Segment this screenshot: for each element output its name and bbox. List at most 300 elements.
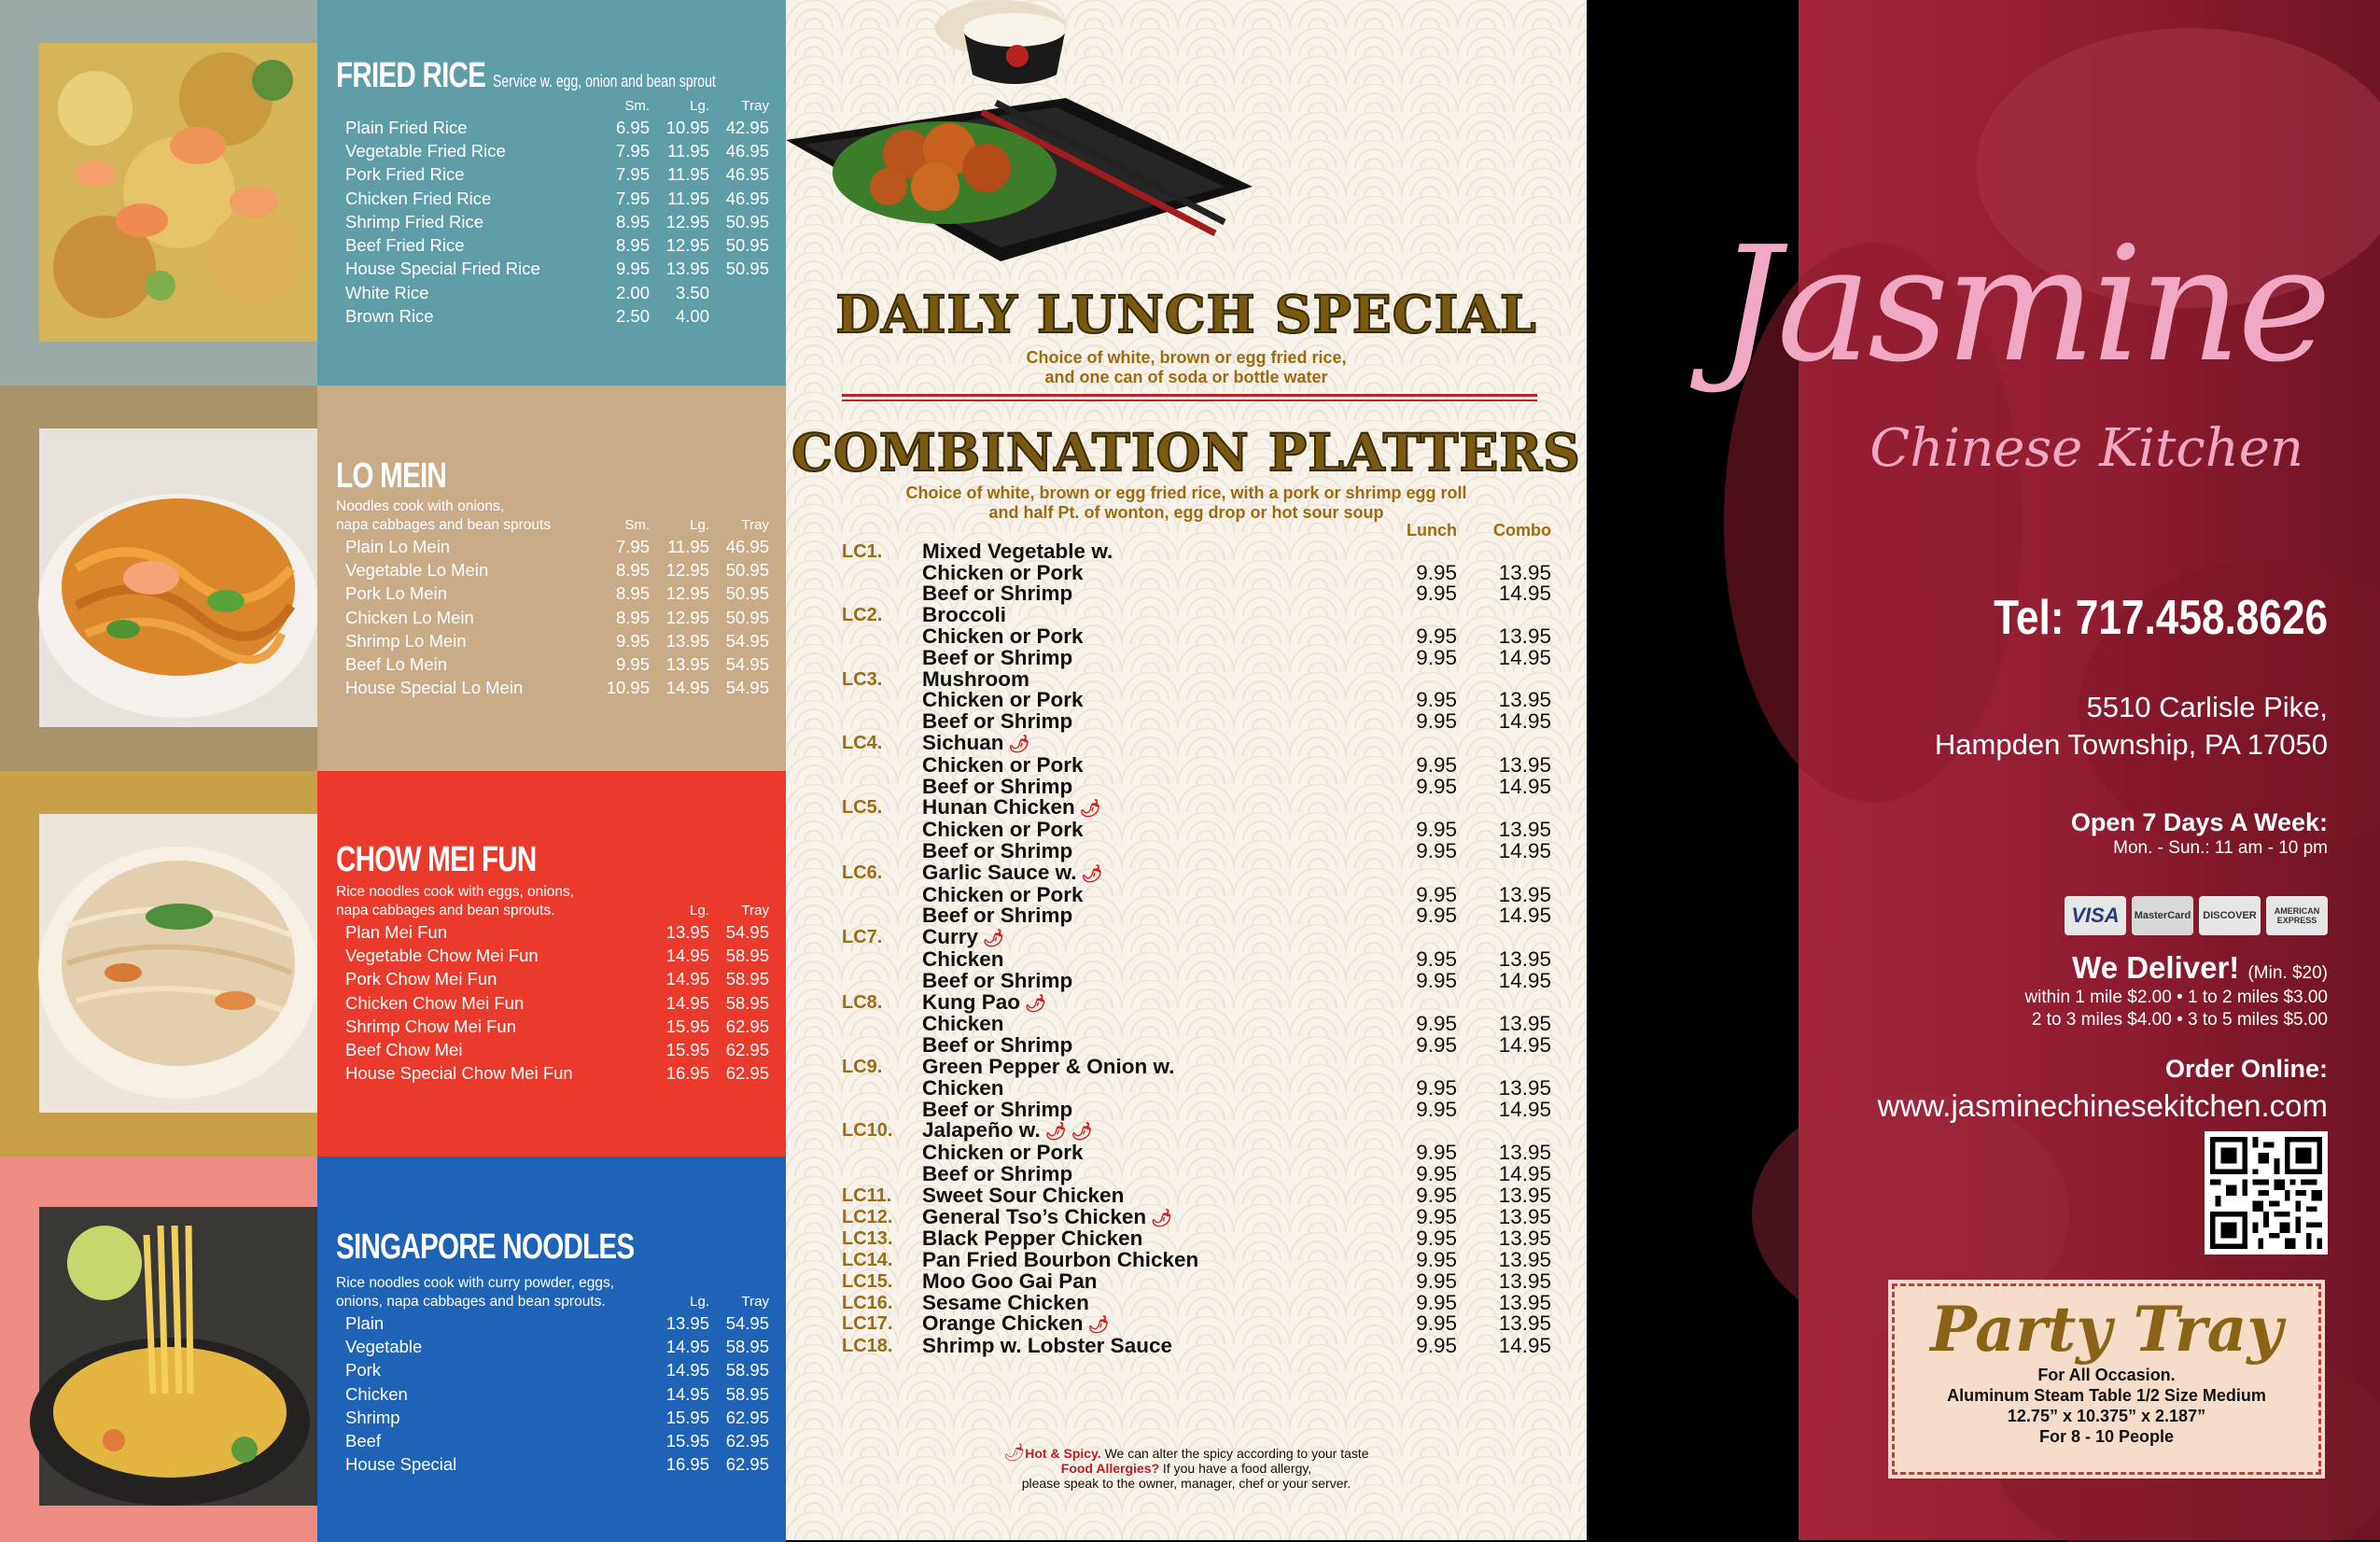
menu-item <box>345 281 769 304</box>
spacer <box>842 583 922 605</box>
menu-item-price: 50.95 <box>725 607 769 627</box>
combo-code: LC11. <box>842 1185 892 1206</box>
hot-spicy-label: Hot & Spicy. <box>1025 1446 1101 1461</box>
menu-item-price: 14.95 <box>665 969 709 989</box>
menu-item-price: 62.95 <box>725 1431 769 1451</box>
price-column-header: Tray <box>741 516 769 533</box>
combo-name <box>922 1054 1386 1078</box>
menu-item-price: 14.95 <box>665 1336 709 1356</box>
menu-item-price: 58.95 <box>725 1383 769 1404</box>
party-tray-box <box>1892 1283 2321 1475</box>
spacer <box>842 1100 922 1121</box>
section-title <box>336 56 716 96</box>
combo-price: 13.95 <box>1498 1075 1551 1100</box>
combo-code: LC13. <box>842 1228 893 1250</box>
menu-item <box>345 968 769 991</box>
combination-platters-page <box>786 0 1587 1540</box>
price-header-row <box>345 902 769 920</box>
party-tray-title: Party Tray <box>1930 1293 2283 1366</box>
combo-price: 14.95 <box>1498 838 1551 862</box>
menu-item-price: 11.95 <box>667 140 709 161</box>
spacer <box>842 711 922 733</box>
menu-item-name: Vegetable Lo Mein <box>345 559 489 580</box>
combo-option <box>842 583 1551 605</box>
combo-item <box>842 862 1551 885</box>
combo-price: 13.95 <box>1498 1290 1551 1314</box>
menu-item-name: White Rice <box>345 282 429 302</box>
combo-name-text: Orange Chicken <box>922 1311 1084 1336</box>
section-fried-rice <box>0 0 786 386</box>
lunch-price: 9.95 <box>1416 1161 1457 1185</box>
menu-item-price: 9.95 <box>615 259 650 279</box>
spacer <box>842 690 922 711</box>
combo-item <box>842 1293 1551 1314</box>
menu-item <box>345 944 769 967</box>
chow-mei-fun-panel <box>317 771 786 1156</box>
menu-item-price: 14.95 <box>665 678 709 698</box>
menu-item <box>345 920 769 944</box>
combo-option <box>842 1078 1551 1100</box>
menu-item <box>345 535 769 558</box>
menu-item-name: Beef Lo Mein <box>345 654 448 675</box>
menu-item <box>345 1015 769 1038</box>
menu-item-price: 46.95 <box>725 164 769 185</box>
chili-pepper-icon: 🌶 <box>978 929 1004 948</box>
menu-item-name: Vegetable Chow Mei Fun <box>345 945 539 965</box>
menu-item-price: 4.00 <box>675 306 709 327</box>
menu-item-price: 15.95 <box>665 1016 709 1036</box>
price-column-header: Tray <box>741 902 769 918</box>
section-title-text: SINGAPORE NOODLES <box>336 1227 635 1267</box>
spacer <box>842 971 922 992</box>
menu-item-price: 16.95 <box>665 1454 709 1475</box>
lunch-price: 9.95 <box>1416 1227 1457 1251</box>
spacer <box>1457 669 1551 691</box>
menu-item-name: Vegetable Fried Rice <box>345 140 506 161</box>
menu-item-name: House Special Fried Rice <box>345 259 540 279</box>
menu-item-name: Pork Fried Rice <box>345 164 465 185</box>
menu-item-price: 50.95 <box>725 559 769 580</box>
menu-item-price <box>590 1382 650 1406</box>
lunch-price: 9.95 <box>1416 752 1457 777</box>
combo-name-text: Broccoli <box>922 603 1007 627</box>
delivery-label: We Deliver! <box>2072 950 2240 985</box>
lunch-price: 9.95 <box>1416 882 1457 906</box>
spacer <box>1386 605 1457 626</box>
combo-name-text: Sesame Chicken <box>922 1290 1089 1314</box>
lunch-price: 9.95 <box>1416 774 1457 798</box>
price-table <box>345 97 769 329</box>
qr-code-icon[interactable] <box>2205 1131 2328 1255</box>
combo-item <box>842 1336 1551 1357</box>
combo-code: LC17. <box>842 1313 893 1335</box>
address: 5510 Carlisle Pike, Hampden Township, PA 17050 <box>1934 691 2328 761</box>
combo-name-text: Kung Pao <box>922 989 1020 1014</box>
menu-item <box>345 1062 769 1086</box>
menu-item-price: 12.95 <box>665 211 709 231</box>
lunch-column-header: Lunch <box>1407 521 1457 540</box>
order-online-label: Order Online: <box>2164 1055 2328 1083</box>
combo-price: 13.95 <box>1498 818 1551 842</box>
combo-name-text: Black Pepper Chicken <box>922 1227 1143 1251</box>
menu-item-price: 16.95 <box>665 1063 709 1084</box>
menu-item-price: 6.95 <box>615 117 650 137</box>
header-spacer <box>345 902 590 920</box>
combo-option-name: Chicken or Pork <box>922 1141 1084 1165</box>
menu-item-name: Chicken <box>345 1383 408 1404</box>
spacer <box>1457 927 1551 949</box>
menu-item <box>345 606 769 629</box>
price-column-header: Tray <box>741 97 769 114</box>
combo-price: 13.95 <box>1498 688 1551 712</box>
combo-name-text: Hunan Chicken <box>922 795 1075 820</box>
food-allergies-line3: please speak to the owner, manager, chef or your server. <box>1021 1476 1351 1491</box>
combo-name <box>922 1250 1386 1271</box>
menu-item-price: 58.95 <box>725 969 769 989</box>
spacer <box>842 1035 922 1057</box>
spacer <box>842 563 922 584</box>
menu-item-price: 12.95 <box>665 559 709 580</box>
spacer <box>1457 1120 1551 1142</box>
menu-item-price: 54.95 <box>725 654 769 675</box>
combo-item <box>842 1057 1551 1078</box>
lunch-special-title: DAILY LUNCH SPECIAL <box>835 284 1537 344</box>
combo-price: 13.95 <box>1498 1248 1551 1272</box>
combo-option <box>842 690 1551 711</box>
price-header-row <box>345 516 769 535</box>
combo-option <box>842 1142 1551 1164</box>
chinese-kitchen-logo: Chinese Kitchen <box>1869 418 2303 479</box>
combo-option-name: Beef or Shrimp <box>922 904 1073 928</box>
combo-option <box>842 905 1551 927</box>
menu-item-price <box>590 1311 650 1335</box>
spacer <box>1386 927 1457 949</box>
combo-code: LC2. <box>842 605 883 626</box>
chili-pepper-icon: 🌶 <box>1146 1208 1172 1227</box>
combo-name-text: Jalapeño w. <box>922 1118 1041 1142</box>
lunch-price: 9.95 <box>1416 1204 1457 1228</box>
menu-item-price: 9.95 <box>615 630 650 651</box>
combo-option-name: Beef or Shrimp <box>922 968 1073 992</box>
lunch-price: 9.95 <box>1416 904 1457 928</box>
section-lo-mein <box>0 386 786 771</box>
spacer <box>1386 1057 1457 1078</box>
spacer <box>1386 733 1457 755</box>
price-table <box>345 516 769 700</box>
menu-item-price: 2.00 <box>615 282 650 302</box>
combo-name-text: Pan Fried Bourbon Chicken <box>922 1248 1199 1272</box>
combo-name <box>922 1336 1386 1357</box>
menu-item <box>345 677 769 700</box>
chili-pepper-icon: 🌶 <box>1083 1315 1110 1335</box>
menu-item-name: Plain Lo Mein <box>345 536 451 556</box>
combo-name-text: Sichuan <box>922 730 1004 754</box>
lunch-price: 9.95 <box>1416 838 1457 862</box>
combo-item <box>842 733 1551 755</box>
menu-item <box>345 258 769 281</box>
combo-name <box>922 1313 1386 1336</box>
combo-code: LC10. <box>842 1120 893 1142</box>
menu-item-price: 46.95 <box>725 140 769 161</box>
menu-item <box>345 1335 769 1358</box>
menu-item-price: 13.95 <box>665 921 709 942</box>
combo-code: LC15. <box>842 1270 893 1292</box>
menu-item-name: Vegetable <box>345 1336 423 1356</box>
menu-item-price: 13.95 <box>665 654 709 675</box>
spacer <box>842 1164 922 1185</box>
menu-item-name: House Special <box>345 1454 457 1475</box>
section-title-text: CHOW MEI FUN <box>336 840 537 879</box>
combo-option <box>842 820 1551 841</box>
lunch-price: 9.95 <box>1416 1141 1457 1165</box>
menu-item-price: 50.95 <box>725 259 769 279</box>
combo-name <box>922 989 1386 1015</box>
website-link[interactable]: www.jasminechinesekitchen.com <box>1877 1088 2328 1123</box>
combo-option-name: Chicken or Pork <box>922 688 1084 712</box>
menu-item-price: 8.95 <box>615 235 650 256</box>
party-tray-details: For All Occasion. Aluminum Steam Table 1/2 Size Medium 12.75” x 10.375” x 2.187” For 8 - 10 People <box>1947 1366 2266 1446</box>
combo-price: 13.95 <box>1498 1012 1551 1036</box>
delivery-fees-line1: within 1 mile $2.00 • 1 to 2 miles $3.00 <box>2024 988 2328 1007</box>
menu-item-price: 62.95 <box>725 1454 769 1475</box>
menu-item-price <box>590 1335 650 1358</box>
menu-item-price: 15.95 <box>665 1431 709 1451</box>
combo-option <box>842 841 1551 862</box>
price-column-header: Tray <box>741 1293 769 1310</box>
combo-price: 14.95 <box>1498 1033 1551 1058</box>
spacer <box>1386 797 1457 820</box>
chili-pepper-icon: 🌶 <box>1066 1122 1093 1142</box>
combo-option-name: Beef or Shrimp <box>922 645 1073 669</box>
combo-option <box>842 755 1551 777</box>
combo-option <box>842 626 1551 648</box>
combo-option-name: Chicken or Pork <box>922 818 1084 842</box>
menu-item-price <box>590 1453 650 1477</box>
menu-item <box>345 629 769 652</box>
combo-option-name: Beef or Shrimp <box>922 582 1073 606</box>
combo-price: 13.95 <box>1498 560 1551 584</box>
menu-item-price: 14.95 <box>665 1383 709 1404</box>
spacer <box>842 885 922 906</box>
lunch-price: 9.95 <box>1416 1334 1457 1358</box>
noodle-rice-menu <box>0 0 786 1540</box>
section-description: Rice noodles cook with curry powder, eggs, onions, napa cabbages and bean sprouts. <box>336 1275 615 1310</box>
combo-option-name: Chicken or Pork <box>922 882 1084 906</box>
menu-item-name: Plain <box>345 1312 385 1333</box>
combo-code: LC6. <box>842 862 883 883</box>
combo-option <box>842 563 1551 584</box>
menu-item-price: 7.95 <box>615 188 650 208</box>
menu-item-price: 54.95 <box>725 630 769 651</box>
lo-mein-photo <box>39 428 317 727</box>
combo-code: LC12. <box>842 1206 893 1227</box>
menu-item-price: 8.95 <box>615 583 650 604</box>
menu-item-price: 10.95 <box>665 117 709 137</box>
menu-item-name: Chicken Lo Mein <box>345 607 474 627</box>
combo-option <box>842 777 1551 798</box>
spacer <box>842 777 922 798</box>
payment-cards <box>2065 896 2328 935</box>
combo-price: 14.95 <box>1498 1097 1551 1121</box>
food-allergies-text: If you have a food allergy, <box>1159 1461 1312 1476</box>
menu-item-price: 58.95 <box>725 992 769 1013</box>
menu-item <box>345 1406 769 1429</box>
section-singapore-noodles <box>0 1156 786 1542</box>
section-title <box>336 456 446 497</box>
menu-item-name: House Special Lo Mein <box>345 678 524 698</box>
phone-number[interactable]: Tel: 717.458.8626 <box>1994 591 2328 645</box>
combo-name <box>922 1271 1386 1293</box>
menu-item-price: 2.50 <box>615 306 650 327</box>
spacer <box>1386 992 1457 1015</box>
spacer <box>842 1142 922 1164</box>
price-column-header <box>590 902 650 920</box>
menu-item-price: 13.95 <box>665 630 709 651</box>
lunch-price: 9.95 <box>1416 1075 1457 1100</box>
menu-item-price: 15.95 <box>665 1407 709 1427</box>
menu-item-price <box>590 1406 650 1429</box>
combo-option-name: Chicken <box>922 1012 1004 1036</box>
combo-price: 13.95 <box>1498 1141 1551 1165</box>
menu-item-price <box>590 1038 650 1061</box>
spacer <box>1386 669 1457 691</box>
amex-icon: AMERICAN EXPRESS <box>2266 896 2328 935</box>
menu-item-name: Plain Fried Rice <box>345 117 468 137</box>
delivery-minimum: (Min. $20) <box>2247 963 2328 983</box>
combo-price: 14.95 <box>1498 904 1551 928</box>
lunch-price: 9.95 <box>1416 1033 1457 1058</box>
combo-price: 14.95 <box>1498 1334 1551 1358</box>
combo-name-text: Moo Goo Gai Pan <box>922 1269 1098 1293</box>
menu-item-price: 50.95 <box>725 583 769 604</box>
combo-name <box>922 1120 1386 1142</box>
combo-price: 13.95 <box>1498 946 1551 971</box>
header-spacer <box>345 1293 590 1311</box>
menu-item <box>345 1359 769 1382</box>
menu-item-price: 9.95 <box>615 654 650 675</box>
chili-pepper-icon: 🌶 <box>1040 1122 1067 1142</box>
menu-item-price: 8.95 <box>615 559 650 580</box>
combo-code: LC5. <box>842 797 883 819</box>
price-column-header: Lg. <box>690 1293 709 1310</box>
lunch-price: 9.95 <box>1416 582 1457 606</box>
menu-item-price: 11.95 <box>667 536 709 556</box>
delivery-title <box>2072 950 2328 986</box>
jasmine-logo: Jasmine <box>1716 213 2328 398</box>
fried-rice-panel <box>317 0 786 386</box>
price-header-row <box>345 1293 769 1311</box>
divider <box>842 394 1537 401</box>
menu-item-name: Brown Rice <box>345 306 434 327</box>
menu-item-price <box>709 281 769 304</box>
combo-item <box>842 1228 1551 1250</box>
combo-name-text: Mixed Vegetable w. <box>922 539 1113 563</box>
combo-option-name: Beef or Shrimp <box>922 838 1073 862</box>
combo-code: LC7. <box>842 927 883 948</box>
price-column-header <box>590 1293 650 1311</box>
section-description: Rice noodles cook with eggs, onions, napa cabbages and bean sprouts. <box>336 884 575 918</box>
combo-option-name: Beef or Shrimp <box>922 774 1073 798</box>
combo-option <box>842 1014 1551 1035</box>
lunch-price: 9.95 <box>1416 688 1457 712</box>
header-spacer <box>922 520 1386 541</box>
delivery-fees-line2: 2 to 3 miles $4.00 • 3 to 5 miles $5.00 <box>2031 1010 2328 1030</box>
combo-item <box>842 1120 1551 1142</box>
menu-item-name: Chicken Fried Rice <box>345 188 492 208</box>
combo-code: LC16. <box>842 1292 893 1313</box>
menu-item <box>345 991 769 1015</box>
menu-item-price <box>590 1015 650 1038</box>
section-title <box>336 840 537 880</box>
combo-price: 13.95 <box>1498 1183 1551 1207</box>
combo-code: LC1. <box>842 540 883 562</box>
combo-name <box>922 1228 1386 1250</box>
menu-item-price: 58.95 <box>725 945 769 965</box>
lunch-price: 9.95 <box>1416 1311 1457 1336</box>
menu-item-price: 8.95 <box>615 607 650 627</box>
menu-item <box>345 1429 769 1452</box>
section-title-text: LO MEIN <box>336 456 447 496</box>
combo-item <box>842 1313 1551 1336</box>
spacer <box>842 1014 922 1035</box>
menu-item-name: Beef Chow Mei <box>345 1040 463 1060</box>
lunch-price: 9.95 <box>1416 1183 1457 1207</box>
menu-item-price: 14.95 <box>665 945 709 965</box>
lunch-price: 9.95 <box>1416 1248 1457 1272</box>
menu-item-price: 13.95 <box>665 1312 709 1333</box>
opening-hours: Mon. - Sun.: 11 am - 10 pm <box>2113 838 2328 858</box>
menu-item-price: 46.95 <box>725 188 769 208</box>
price-column-header: Lg. <box>690 902 709 918</box>
menu-item-price: 46.95 <box>725 536 769 556</box>
combo-item <box>842 669 1551 691</box>
section-description: Noodles cook with onions, napa cabbages and bean sprouts <box>336 498 552 533</box>
spacer <box>1457 733 1551 755</box>
combo-name <box>922 666 1386 691</box>
combo-name-text: Mushroom <box>922 666 1029 691</box>
food-allergies-label: Food Allergies? <box>1060 1461 1160 1476</box>
combo-item <box>842 927 1551 949</box>
spacer <box>1386 1120 1457 1142</box>
section-chow-mei-fun <box>0 771 786 1156</box>
footnote <box>786 1445 1587 1491</box>
menu-item-name: Shrimp Chow Mei Fun <box>345 1016 517 1036</box>
combo-name-text: Shrimp w. Lobster Sauce <box>922 1334 1172 1358</box>
combo-option-name: Beef or Shrimp <box>922 1097 1073 1121</box>
spacer <box>1457 1057 1551 1078</box>
menu-item-name: Shrimp <box>345 1407 400 1427</box>
combo-name-text: Green Pepper & Onion w. <box>922 1054 1175 1078</box>
combo-item <box>842 1250 1551 1271</box>
lunch-price: 9.95 <box>1416 709 1457 734</box>
lunch-price: 9.95 <box>1416 968 1457 992</box>
menu-item-price <box>590 968 650 991</box>
menu-item-price <box>590 1429 650 1452</box>
lunch-price: 9.95 <box>1416 946 1457 971</box>
menu-item <box>345 304 769 328</box>
combo-name <box>922 541 1386 563</box>
menu-item-price: 12.95 <box>665 607 709 627</box>
menu-item-price: 50.95 <box>725 211 769 231</box>
price-column-header: Lg. <box>690 97 709 114</box>
menu-item-price: 62.95 <box>725 1040 769 1060</box>
combination-platters-table <box>842 520 1551 1357</box>
open-days-label: Open 7 Days A Week: <box>2070 808 2328 836</box>
menu-item-name: House Special Chow Mei Fun <box>345 1063 573 1084</box>
combo-price: 13.95 <box>1498 1204 1551 1228</box>
combo-name-text: Garlic Sauce w. <box>922 860 1077 884</box>
header-spacer <box>345 97 590 116</box>
